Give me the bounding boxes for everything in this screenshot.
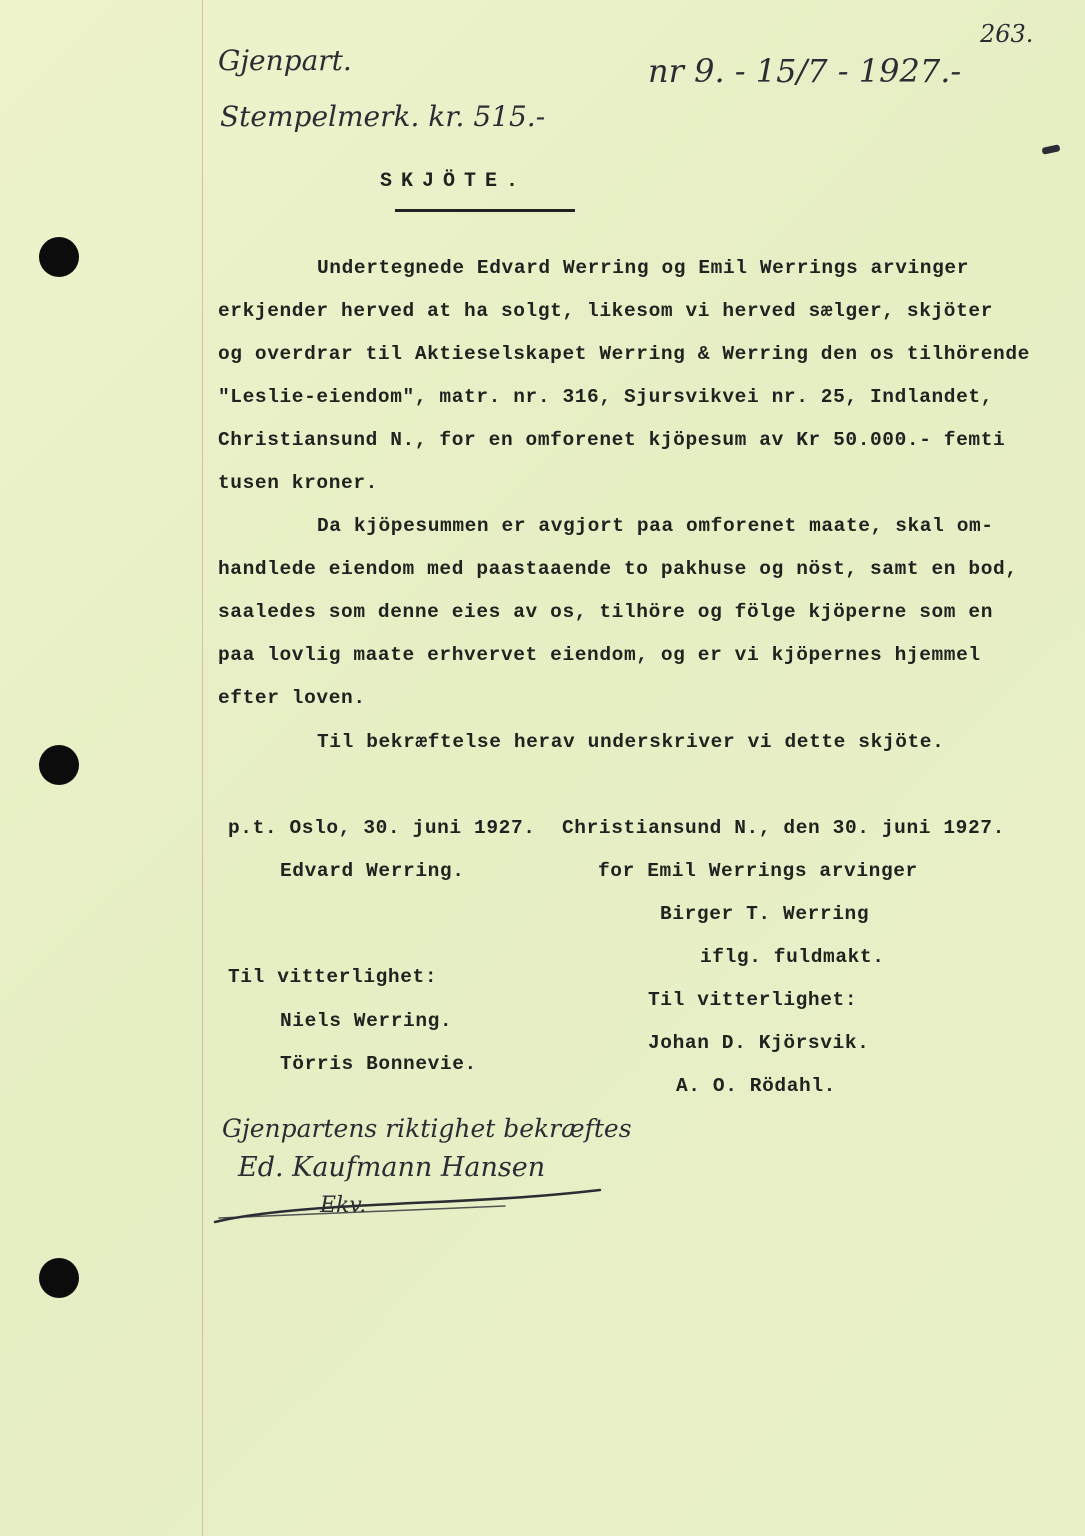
- certification-handwritten-2: Ed. Kaufmann Hansen: [238, 1152, 546, 1183]
- body-line-5: Christiansund N., for en omforenet kjöpesum av Kr 50.000.- femti: [218, 429, 1006, 451]
- page-number: 263.: [980, 20, 1034, 48]
- body-line-8: handlede eiendom med paastaaende to pakhuse og nöst, samt en bod,: [218, 558, 1018, 580]
- document-title: SKJÖTE.: [380, 170, 528, 193]
- body-line-7: Da kjöpesummen er avgjort paa omforenet maate, skal om-: [317, 515, 994, 537]
- body-line-3: og overdrar til Aktieselskapet Werring & Werring den os tilhörende: [218, 343, 1030, 365]
- place-date-right: Christiansund N., den 30. juni 1927.: [562, 817, 1005, 839]
- handwritten-reference: nr 9. - 15/7 - 1927.-: [648, 52, 962, 90]
- signer-edvard: Edvard Werring.: [280, 860, 465, 882]
- handwritten-gjenpart: Gjenpart.: [218, 44, 352, 77]
- witness-niels: Niels Werring.: [280, 1010, 453, 1032]
- body-line-1: Undertegnede Edvard Werring og Emil Werrings arvinger: [317, 257, 970, 279]
- signer-birger: Birger T. Werring: [660, 903, 870, 925]
- body-line-12: Til bekræftelse herav underskriver vi dette skjöte.: [317, 731, 945, 753]
- margin-rule: [202, 0, 203, 1536]
- body-line-6: tusen kroner.: [218, 472, 378, 494]
- witness-label-left: Til vitterlighet:: [228, 966, 438, 988]
- signer-for-arvinger: for Emil Werrings arvinger: [598, 860, 918, 882]
- witness-rodahl: A. O. Rödahl.: [676, 1075, 836, 1097]
- witness-torris: Törris Bonnevie.: [280, 1053, 477, 1075]
- body-line-9: saaledes som denne eies av os, tilhöre og fölge kjöperne som en: [218, 601, 994, 623]
- punch-hole-bottom: [39, 1258, 79, 1298]
- place-date-left: p.t. Oslo, 30. juni 1927.: [228, 817, 536, 839]
- body-line-11: efter loven.: [218, 687, 366, 709]
- punch-hole-top: [39, 237, 79, 277]
- body-line-4: "Leslie-eiendom", matr. nr. 316, Sjursvikvei nr. 25, Indlandet,: [218, 386, 994, 408]
- body-line-2: erkjender herved at ha solgt, likesom vi herved sælger, skjöter: [218, 300, 994, 322]
- signature-flourish: [205, 1110, 625, 1240]
- signer-authority: iflg. fuldmakt.: [700, 946, 885, 968]
- certification-handwritten-3: Ekv.: [320, 1193, 367, 1218]
- body-line-10: paa lovlig maate erhvervet eiendom, og er vi kjöpernes hjemmel: [218, 644, 981, 666]
- page-corner-mark: [1041, 144, 1060, 155]
- witness-label-right: Til vitterlighet:: [648, 989, 858, 1011]
- title-underline: [395, 209, 575, 212]
- witness-johan: Johan D. Kjörsvik.: [648, 1032, 870, 1054]
- handwritten-stamp-note: Stempelmerk. kr. 515.-: [220, 100, 546, 133]
- certification-handwritten-1: Gjenpartens riktighet bekræftes: [222, 1114, 632, 1143]
- punch-hole-middle: [39, 745, 79, 785]
